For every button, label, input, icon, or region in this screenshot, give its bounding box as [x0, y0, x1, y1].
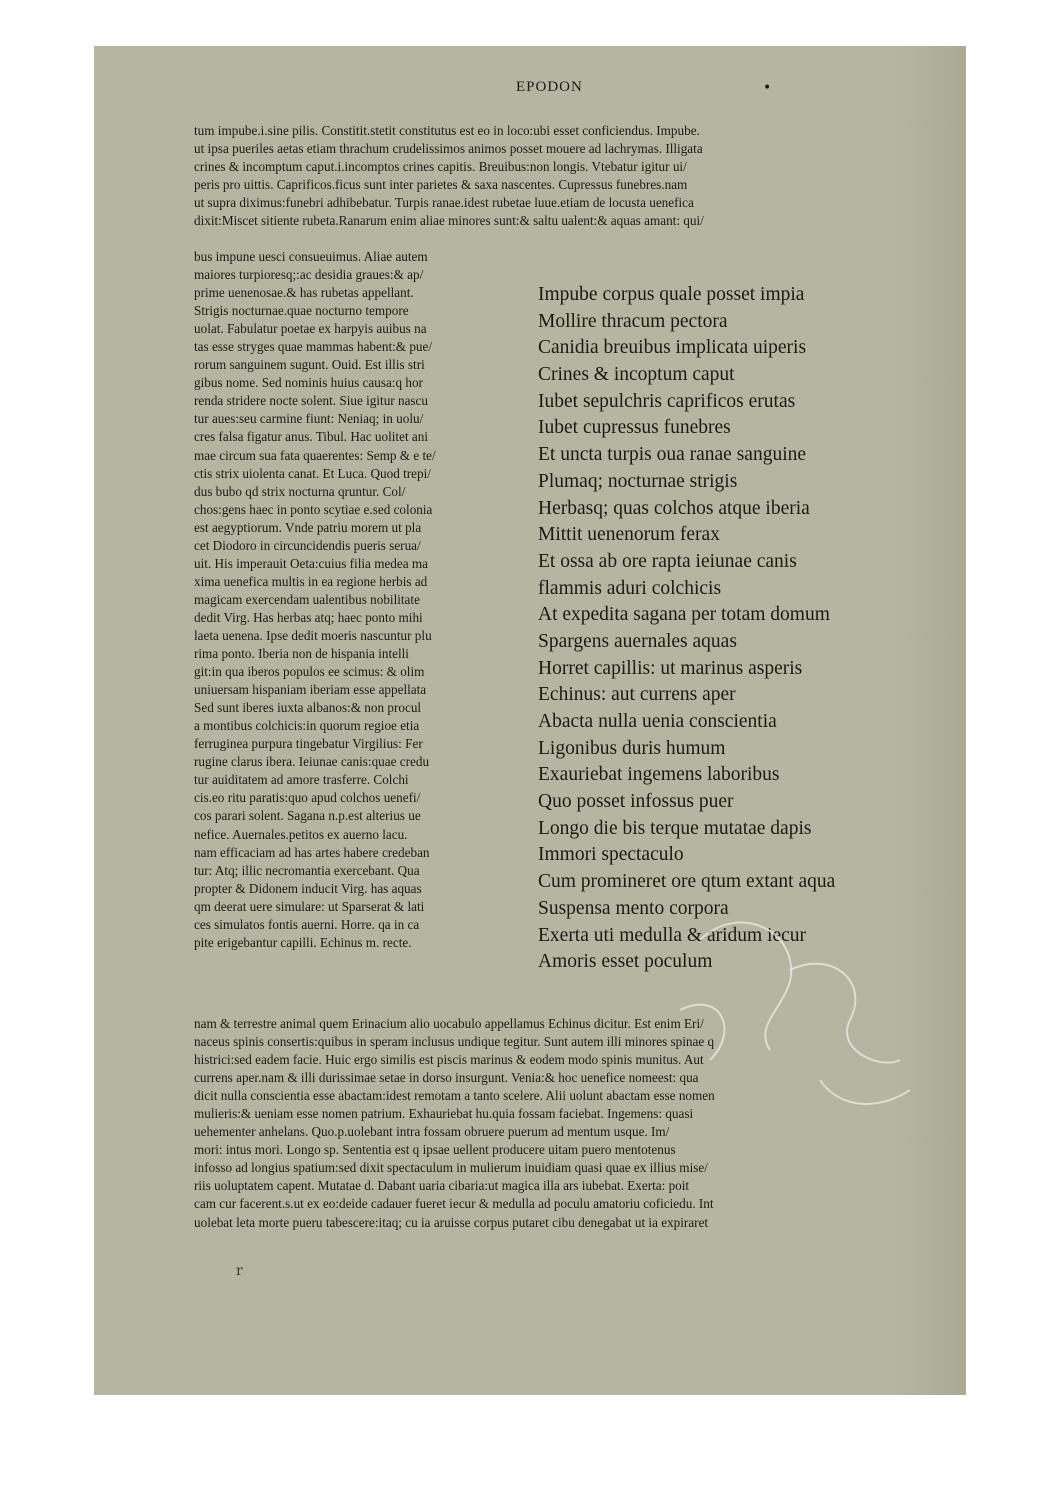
commentary-line: xima uenefica multis in ea regione herbis ad [194, 573, 428, 589]
commentary-top-block [194, 122, 922, 230]
commentary-line: tur: Atq; illic necromantia exercebant. Qua [194, 862, 420, 878]
commentary-line: tur auiditatem ad amore trasferre. Colchi [194, 772, 409, 788]
epode-verse-block [538, 282, 878, 976]
signature-mark: r [236, 1263, 243, 1279]
verse-line: Spargens auernales aquas [538, 630, 737, 652]
commentary-line: cos parari solent. Sagana n.p.est alterius ue [194, 808, 421, 824]
commentary-line: naceus spinis consertis:quibus in speram inclusus undique tegitur. Sunt autem illi minores spinae q [194, 1034, 715, 1050]
commentary-left-column [194, 248, 526, 952]
verse-line: Immori spectaculo [538, 844, 684, 866]
commentary-line: cres falsa figatur anus. Tibul. Hac uolitet ani [194, 429, 429, 445]
commentary-line: a montibus colchicis:in quorum regioe etia [194, 718, 420, 734]
commentary-line: infosso ad longius spatium:sed dixit spectaculum in mulierum inuidiam quasi quae ex illius mise/ [194, 1160, 708, 1176]
verse-line: Longo die bis terque mutatae dapis [538, 817, 812, 839]
commentary-line: riis uoluptatem capent. Mutatae d. Dabant uaria cibaria:ut magica illa ars iubebat. Exerta: poit [194, 1178, 690, 1194]
commentary-line: magicam exercendam ualentibus nobilitate [194, 591, 420, 607]
commentary-bottom-block [194, 1015, 922, 1232]
commentary-line: dixit:Miscet sitiente rubeta.Ranarum enim aliae minores sunt:& saltu ualent:& aquas amant: qui/ [194, 213, 704, 229]
commentary-line: ctis strix uiolenta canat. Et Luca. Quod trepi/ [194, 465, 431, 481]
commentary-line: currens aper.nam & illi durissimae setae in dorso insurgunt. Venia:& hoc uenefice nomeest: qua [194, 1070, 699, 1086]
commentary-line: tur aues:seu carmine fiunt: Neniaq; in uolu/ [194, 411, 424, 427]
commentary-line: mae circum sua fata quaerentes: Semp & e te/ [194, 447, 436, 463]
verse-line: Amoris esset poculum [538, 951, 713, 973]
commentary-line: nam efficaciam ad has artes habere credeban [194, 844, 430, 860]
verse-line: Crines & incoptum caput [538, 364, 735, 386]
verse-line: Exerta uti medulla & aridum iecur [538, 924, 807, 946]
verse-line: Mittit uenenorum ferax [538, 524, 720, 546]
commentary-line: rugine clarus ibera. Ieiunae canis:quae credu [194, 754, 430, 770]
commentary-line: est aegyptiorum. Vnde patriu morem ut pla [194, 519, 422, 535]
commentary-line: Strigis nocturnae.quae nocturno tempore [194, 303, 409, 319]
commentary-line: maiores turpioresq;:ac desidia graues:& ap/ [194, 267, 424, 283]
commentary-line: mulieris:& ueniam esse nomen patrium. Exhauriebat hu.quia fossam faciebat. Ingemens: quasi [194, 1106, 694, 1122]
running-head-mark: • [763, 80, 772, 96]
commentary-line: uniuersam hispaniam iberiam esse appellata [194, 682, 427, 698]
commentary-line: qm deerat uere simulare: ut Sparserat & lati [194, 898, 425, 914]
commentary-line: chos:gens haec in ponto scytiae e.sed colonia [194, 501, 433, 517]
verse-line: Horret capillis: ut marinus asperis [538, 657, 803, 679]
commentary-line: tum impube.i.sine pilis. Constitit.stetit constitutus est eo in loco:ubi esset conficiendus. Impube. [194, 123, 700, 138]
verse-line: Iubet cupressus funebres [538, 417, 731, 439]
verse-line: Echinus: aut currens aper [538, 684, 736, 706]
commentary-line: peris pro uittis. Caprificos.ficus sunt inter parietes & saxa nascentes. Cupressus funebres.nam [194, 177, 688, 193]
commentary-line: nefice. Auernales.petitos ex auerno lacu. [194, 826, 408, 842]
commentary-line: dicit nulla conscientia esse abactam:idest remotam a tanto scelere. Alii uolunt abactam esse nomen [194, 1088, 715, 1104]
commentary-line: rorum sanguinem sugunt. Ouid. Est illis stri [194, 357, 425, 373]
commentary-line: uehementer anhelans. Quo.p.uolebant intra fossam obruere puerum ad mentum usque. Im/ [194, 1124, 670, 1140]
commentary-line: ces simulatos fontis auerni. Horre. qa in ca [194, 916, 420, 932]
commentary-line: git:in qua iberos populos ee scimus: & olim [194, 664, 425, 680]
running-head: EPODON [516, 79, 583, 95]
verse-line: flammis aduri colchicis [538, 577, 722, 599]
commentary-line: pite erigebantur capilli. Echinus m. recte. [194, 934, 412, 950]
commentary-line: cis.eo ritu paratis:quo apud colchos uenefi/ [194, 790, 421, 806]
verse-line: At expedita sagana per totam domum [538, 604, 830, 626]
verse-line: Cum promineret ore qtum extant aqua [538, 871, 836, 893]
verse-line: Ligonibus duris humum [538, 737, 726, 759]
commentary-line: ut supra diximus:funebri adhibebatur. Turpis ranae.idest rubetae luue.etiam de locusta uenefica [194, 195, 694, 211]
commentary-line: rima ponto. Iberia non de hispania intelli [194, 646, 409, 662]
commentary-line: crines & incomptum caput.i.incomptos crines capitis. Breuibus:non longis. Vtebatur igitur ui/ [194, 159, 687, 175]
commentary-line: uit. His imperauit Oeta:cuius filia medea ma [194, 555, 429, 571]
commentary-line: histrici:sed eadem facie. Huic ergo similis est piscis marinus & eodem modo spinis munitus. Aut [194, 1052, 704, 1068]
verse-line: Suspensa mento corpora [538, 897, 729, 919]
verse-line: Canidia breuibus implicata uiperis [538, 337, 807, 359]
commentary-line: cet Diodoro in circuncidendis pueris serua/ [194, 537, 421, 553]
commentary-line: uolat. Fabulatur poetae ex harpyis auibus na [194, 321, 427, 337]
commentary-line: laeta uenena. Ipse dedit moeris nascuntur plu [194, 627, 432, 643]
verse-line: Et ossa ab ore rapta ieiunae canis [538, 550, 797, 572]
verse-line: Et uncta turpis oua ranae sanguine [538, 444, 807, 466]
commentary-line: uolebat leta morte pueru tabescere:itaq; cu ia aruisse corpus putaret cibu denegabat ut ia expiraret [194, 1214, 709, 1230]
verse-line: Abacta nulla uenia conscientia [538, 711, 777, 732]
commentary-line: tas esse stryges quae mammas habent:& pue/ [194, 339, 433, 355]
verse-line: Quo posset infossus puer [538, 791, 734, 813]
commentary-line: nam & terrestre animal quem Erinacium alio uocabulo appellamus Echinus dicitur. Est enim Eri/ [194, 1016, 704, 1031]
commentary-line: dus bubo qd strix nocturna qruntur. Col/ [194, 483, 406, 499]
commentary-line: prime uenenosae.& has rubetas appellant. [194, 285, 414, 301]
verse-line: Herbasq; quas colchos atque iberia [538, 497, 810, 519]
commentary-line: propter & Didonem inducit Virg. has aquas [194, 880, 422, 896]
verse-line: Exauriebat ingemens laboribus [538, 764, 780, 786]
commentary-line: mori: intus mori. Longo sp. Sententia est q ipsae uellent producere uitam puero mentotenus [194, 1142, 676, 1158]
verse-line: Iubet sepulchris caprificos erutas [538, 390, 796, 412]
commentary-line: ut ipsa pueriles aetas etiam thrachum crudelissimos animos posset mouere ad lachrymas. Illigata [194, 141, 703, 157]
commentary-line: renda stridere nocte solent. Siue igitur nascu [194, 393, 429, 409]
commentary-line: Sed sunt iberes iuxta albanos:& non procul [194, 700, 422, 716]
commentary-line: cam cur facerent.s.ut ex eo:deide cadauer fueret iecur & medulla ad poculu amatoriu coficiedu. Int [194, 1196, 714, 1212]
verse-line: Mollire thracum pectora [538, 310, 728, 332]
commentary-line: gibus nome. Sed nominis huius causa:q hor [194, 375, 423, 391]
verse-line: Plumaq; nocturnae strigis [538, 470, 738, 492]
verse-line: Impube corpus quale posset impia [538, 284, 805, 305]
commentary-line: bus impune uesci consueuimus. Aliae autem [194, 249, 428, 264]
commentary-line: dedit Virg. Has herbas atq; haec ponto mihi [194, 609, 423, 625]
commentary-line: ferruginea purpura tingebatur Virgilius: Fer [194, 736, 423, 752]
